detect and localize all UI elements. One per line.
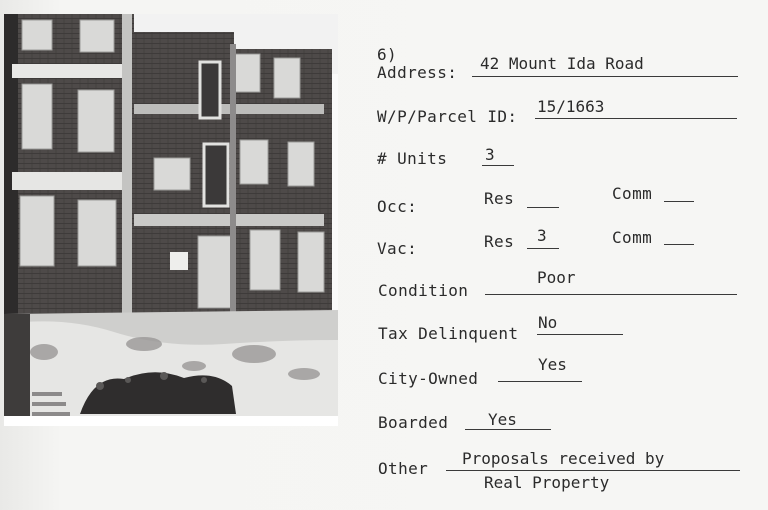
parcel-value: 15/1663 [537,97,605,116]
address-underline [472,76,738,77]
address-label: Address: [377,63,458,82]
parcel-underline [535,118,737,119]
occ-comm-underline [664,201,694,202]
condition-value: Poor [537,268,576,287]
other-value-line1: Proposals received by [462,449,665,468]
condition-label: Condition [378,281,469,300]
boarded-label: Boarded [378,413,449,432]
vac-label: Vac: [377,239,418,258]
other-label: Other [378,459,429,478]
occ-comm-label: Comm [612,184,653,203]
other-value-line2: Real Property [484,473,610,492]
parcel-label: W/P/Parcel ID: [377,107,518,126]
units-value: 3 [485,145,495,164]
city-owned-label: City-Owned [378,369,479,388]
occ-label: Occ: [377,197,418,216]
vac-comm-label: Comm [612,228,653,247]
building-photo [4,14,338,426]
city-owned-underline [498,381,582,382]
condition-underline [485,294,737,295]
record-number: 6) [377,45,398,64]
tax-delinquent-label: Tax Delinquent [378,324,519,343]
address-value: 42 Mount Ida Road [480,54,644,73]
vac-comm-underline [664,244,694,245]
occ-res-label: Res [484,189,515,208]
vac-res-underline [527,248,559,249]
units-underline [482,165,514,166]
occ-res-underline [527,207,559,208]
vac-res-label: Res [484,232,515,251]
city-owned-value: Yes [538,355,567,374]
tax-delinquent-value: No [538,313,558,332]
other-underline [446,470,740,471]
boarded-underline [465,429,551,430]
units-label: # Units [377,149,448,168]
vac-res-value: 3 [537,226,547,245]
tax-delinquent-underline [537,334,623,335]
boarded-value: Yes [488,410,517,429]
